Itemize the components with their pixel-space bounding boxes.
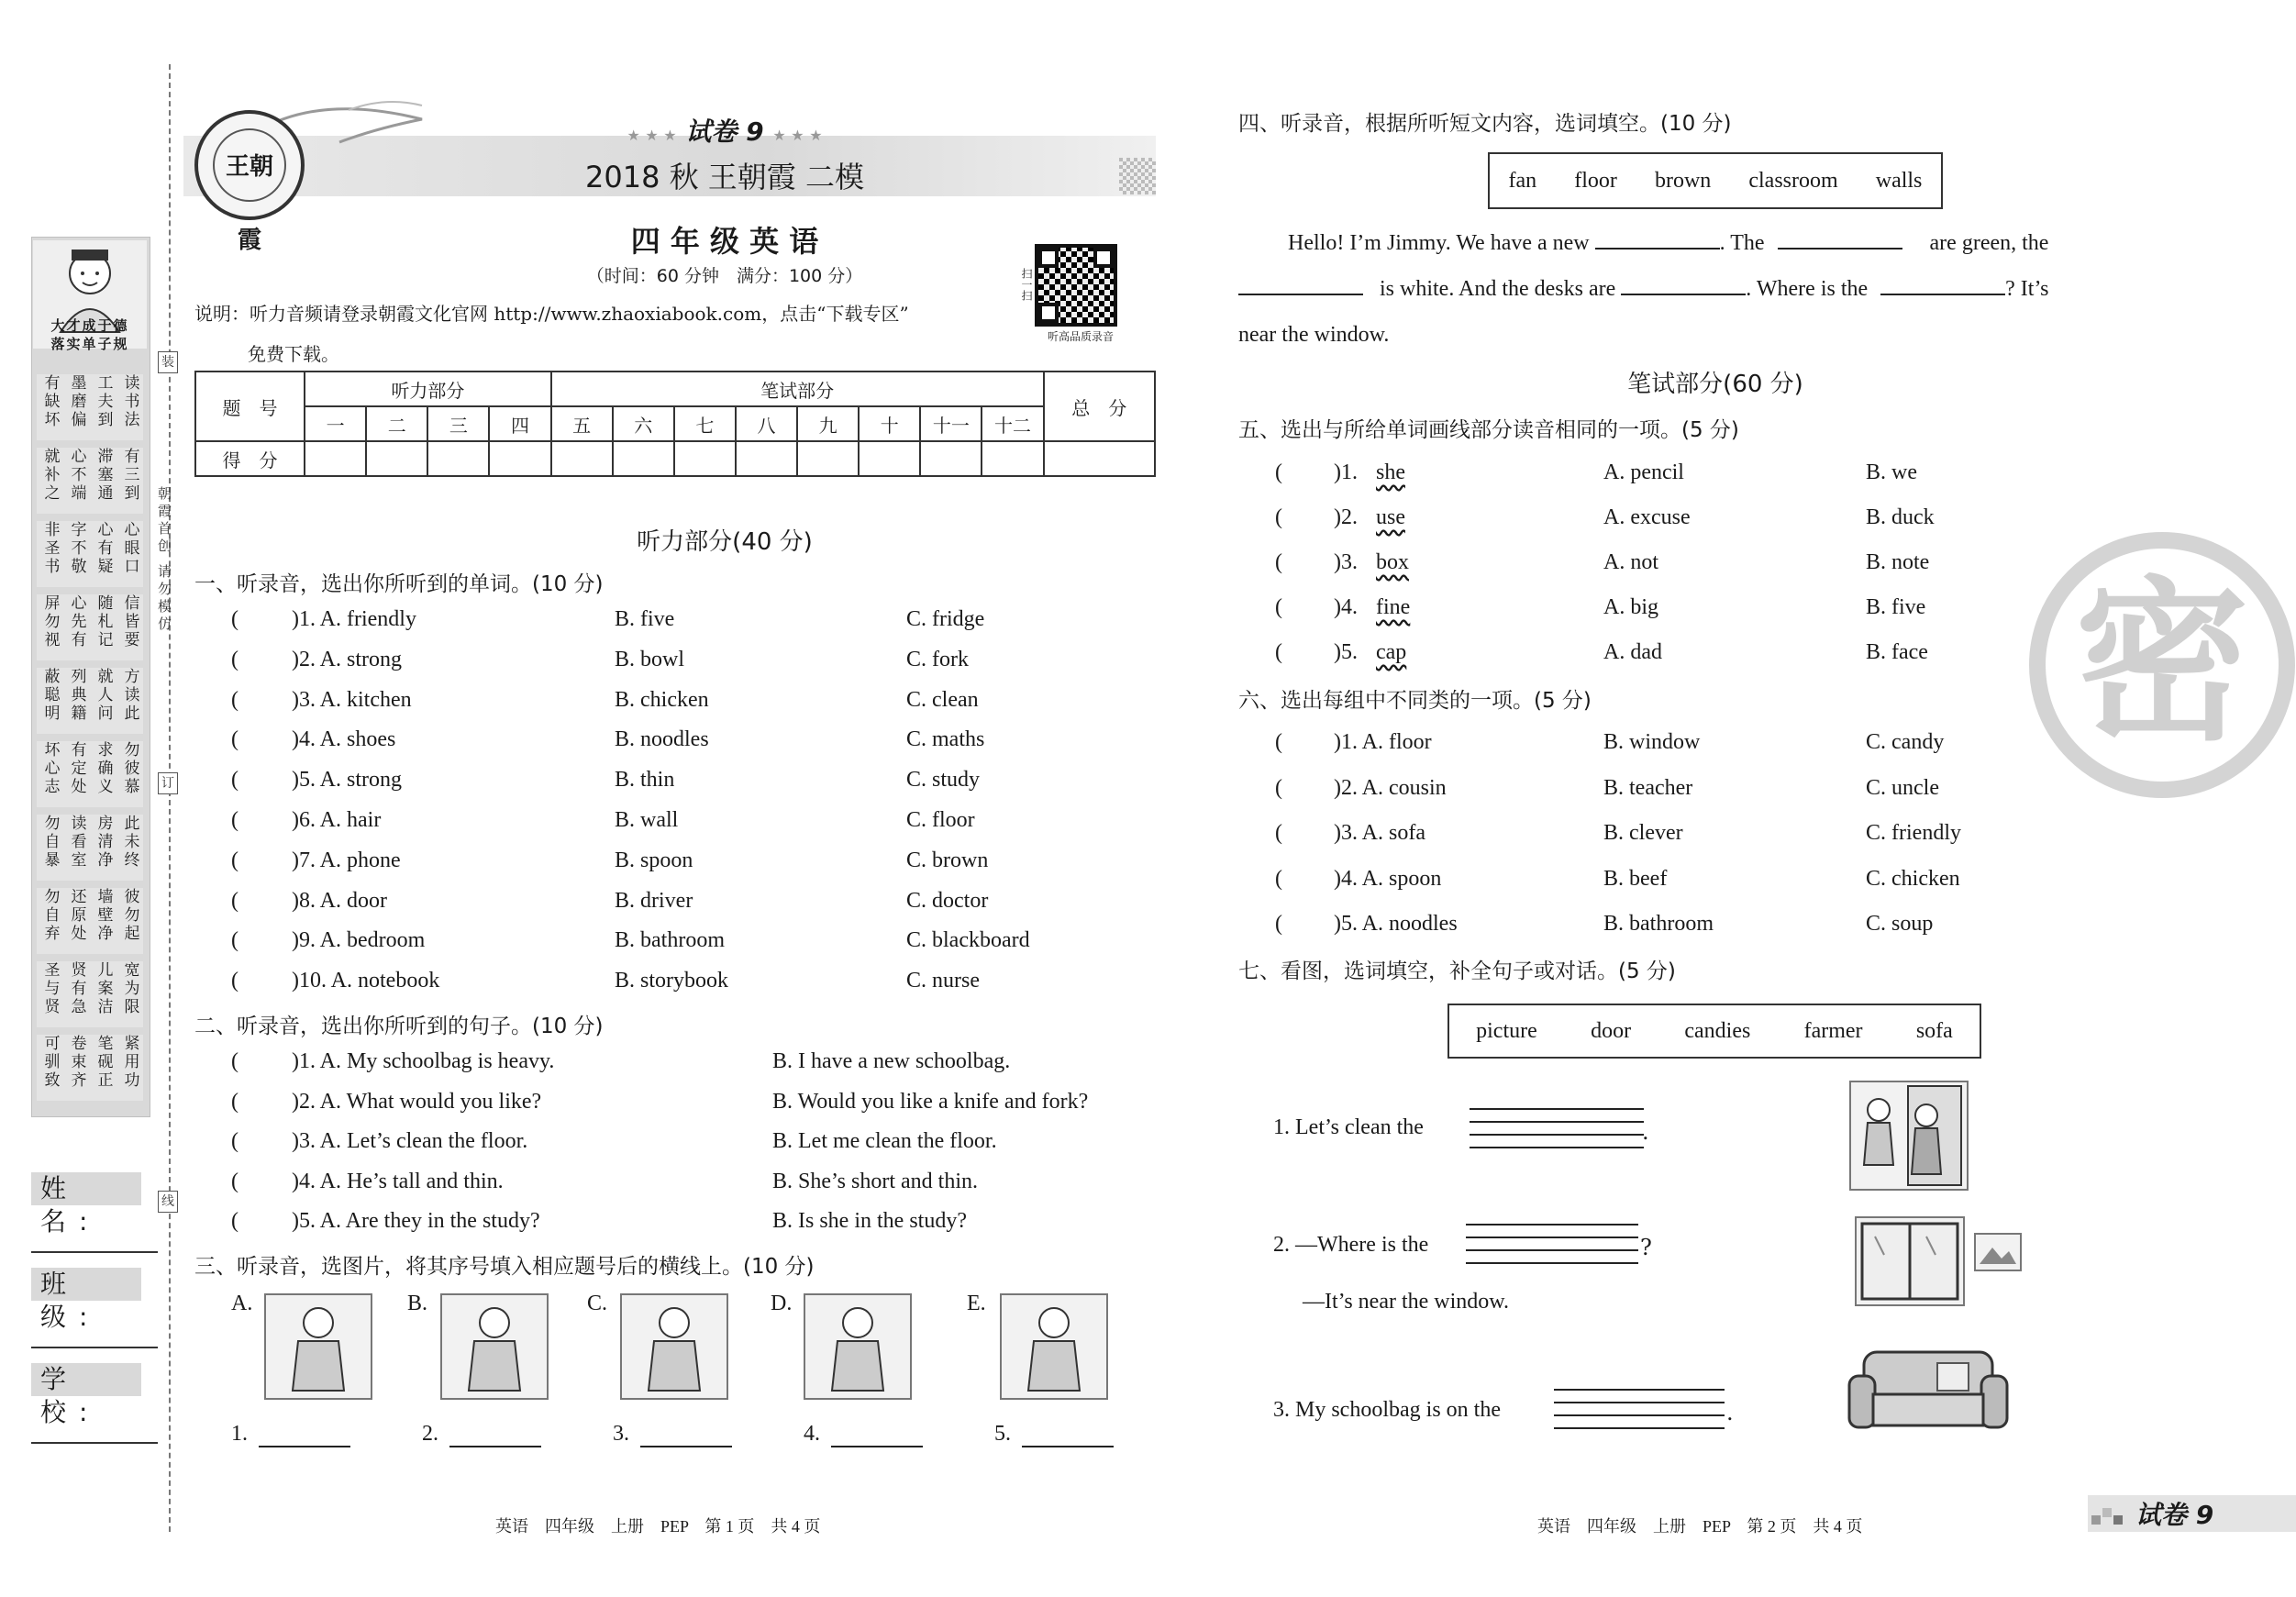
section4-title: 四、听录音，根据所听短文内容，选词填空。(10 分) [1238, 112, 1732, 136]
choice-b: B. noodles [615, 727, 709, 752]
answer-blank[interactable] [1238, 294, 1363, 295]
poem-column: 列典籍 [67, 668, 86, 723]
answer-blank[interactable] [1621, 294, 1746, 295]
section1-title: 一、听录音，选出你所听到的单词。(10 分) [194, 572, 604, 596]
answer-blank[interactable] [1022, 1446, 1114, 1447]
poem-column: 有缺坏 [40, 374, 60, 429]
answer-paren[interactable]: ( [231, 1209, 238, 1234]
choice-a: )1. A. friendly [292, 607, 416, 631]
answer-paren[interactable]: ( [231, 1169, 238, 1193]
picture-letter: D. [771, 1292, 793, 1315]
picture-letter: E. [967, 1292, 986, 1315]
poem-column: 勿彼慕 [120, 741, 139, 796]
item-number: )5. [1334, 640, 1358, 664]
target-word: cap [1376, 640, 1407, 664]
exam-title: 2018 秋 王朝霞 二模 [585, 160, 864, 194]
score-col-header: 十二 [982, 406, 1043, 441]
listening-part-title: 听力部分(40 分) [637, 528, 813, 556]
choice-a: )6. A. hair [292, 808, 382, 832]
answer-paren[interactable]: ( [231, 647, 238, 671]
choice-a: )3. A. sofa [1334, 821, 1425, 845]
sentence-b: B. She’s short and thin. [772, 1169, 979, 1193]
choice-a: A. pencil [1603, 460, 1684, 484]
publisher-logo-text: 王朝霞 [213, 128, 286, 202]
choice-a: )9. A. bedroom [292, 928, 426, 953]
poem-column: 墨磨偏 [67, 374, 86, 429]
choice-a: )4. A. shoes [292, 727, 396, 752]
blank-number: 2. [422, 1422, 438, 1446]
answer-paren[interactable]: ( [1275, 821, 1282, 845]
poem-column: 有定处 [67, 741, 86, 796]
choice-c: C. study [906, 768, 981, 793]
word-option: classroom [1748, 168, 1838, 193]
poem-column: 彼勿起 [120, 888, 139, 943]
score-table-written: 笔试部分 [551, 372, 1044, 406]
sidebar-poem [37, 594, 143, 660]
qr-label-scan: 扫一扫 [1020, 268, 1033, 301]
signature-line[interactable] [31, 1251, 158, 1253]
answer-paren[interactable]: ( [1275, 640, 1282, 664]
written-part-title: 笔试部分(60 分) [1627, 371, 1803, 398]
choice-a: A. big [1603, 595, 1658, 619]
choice-b: B. window [1603, 730, 1701, 754]
choice-b: B. five [615, 607, 675, 631]
picture-letter: B. [407, 1292, 428, 1315]
choice-b: B. teacher [1603, 775, 1693, 800]
choice-b: B. bowl [615, 647, 685, 671]
sidebar-poem [37, 888, 143, 954]
poem-column: 心不端 [67, 448, 86, 503]
section3-title: 三、听录音，选图片，将其序号填入相应题号后的横线上。(10 分) [194, 1255, 815, 1279]
choice-a: A. not [1603, 550, 1658, 574]
choice-c: C. blackboard [906, 928, 1030, 953]
choice-a: )7. A. phone [292, 848, 401, 872]
vertical-mark-zhuang: 装 [158, 351, 174, 373]
score-cell[interactable] [982, 441, 1043, 476]
choice-a: )5. A. strong [292, 768, 402, 793]
teacher-woman-icon [1000, 1293, 1108, 1400]
footer-right: 英语 四年级 上册 PEP 第 2 页 共 4 页 [1537, 1517, 1863, 1536]
passage-text: Hello! I’m Jimmy. We have a new [1288, 231, 1590, 255]
answer-paren[interactable]: ( [1275, 730, 1282, 754]
poem-column: 心先有 [67, 594, 86, 649]
binding-dashed-line [169, 64, 171, 1532]
poem-column: 贤有急 [67, 961, 86, 1016]
sec7-q2-reply: —It’s near the window. [1303, 1290, 1510, 1314]
choice-c: C. uncle [1866, 775, 1939, 800]
picture-letter: A. [231, 1292, 253, 1315]
bag-and-computer-icon [804, 1293, 912, 1400]
sidebar-poem [37, 668, 143, 734]
choice-c: C. fridge [906, 607, 985, 631]
signature-label: 姓 名: [31, 1172, 141, 1205]
score-table-row1-label: 题 号 [195, 372, 305, 441]
passage-text: is white. And the desks are [1380, 277, 1616, 301]
sec7-q2-text: 2. —Where is the [1273, 1233, 1429, 1257]
sentence-a: )3. A. Let’s clean the floor. [292, 1129, 528, 1154]
section2-title: 二、听录音，选出你所听到的句子。(10 分) [194, 1015, 604, 1038]
vertical-mark-xian: 线 [158, 1191, 174, 1213]
sec7-q3-blank[interactable] [1554, 1381, 1725, 1429]
answer-paren[interactable]: ( [1275, 550, 1282, 574]
poem-column: 卷束齐 [67, 1035, 86, 1090]
passage-text: . The [1719, 231, 1765, 255]
choice-b: B. we [1866, 460, 1917, 484]
confidential-watermark: 密 [2029, 532, 2295, 798]
word-option: door [1591, 1018, 1632, 1043]
answer-paren[interactable]: ( [231, 808, 238, 832]
poem-column: 屏勿视 [40, 594, 60, 649]
sentence-b: B. I have a new schoolbag. [772, 1049, 1011, 1073]
sentence-b: B. Would you like a knife and fork? [772, 1089, 1089, 1114]
score-table [194, 371, 1156, 477]
choice-b: B. wall [615, 808, 679, 832]
score-col-header: 九 [797, 406, 859, 441]
passage-text: are green, the [1929, 231, 2049, 255]
poem-column: 还原处 [67, 888, 86, 943]
wall-picture-icon [1974, 1233, 2022, 1271]
sec7-q1-text: 1. Let’s clean the [1273, 1115, 1424, 1139]
poem-column: 勿自暴 [40, 815, 60, 870]
score-col-header: 五 [551, 406, 613, 441]
choice-a: )2. A. cousin [1334, 775, 1447, 800]
score-col-header: 一 [305, 406, 366, 441]
window-icon [1855, 1216, 1965, 1306]
sentence-a: )4. A. He’s tall and thin. [292, 1169, 504, 1193]
choice-c: C. nurse [906, 969, 980, 993]
poem-column: 方读此 [120, 668, 139, 723]
item-number: )1. [1334, 460, 1358, 484]
poem-column: 圣与贤 [40, 961, 60, 1016]
sentence-a: )2. A. What would you like? [292, 1089, 542, 1114]
poem-column: 字不敬 [67, 521, 86, 576]
answer-paren[interactable]: ( [231, 1129, 238, 1154]
score-col-header: 四 [489, 406, 550, 441]
answer-paren[interactable]: ( [231, 848, 238, 872]
choice-c: C. brown [906, 848, 989, 872]
passage-text: ? It’s [2005, 277, 2049, 301]
score-cell[interactable] [305, 441, 366, 476]
score-table-listening: 听力部分 [305, 372, 551, 406]
choice-b: B. spoon [615, 848, 693, 872]
choice-c: C. candy [1866, 730, 1945, 754]
choice-b: B. bathroom [1603, 912, 1714, 936]
score-table-row2-label: 得 分 [195, 441, 305, 476]
section7-word-box [1447, 1004, 1981, 1059]
choice-b: B. clever [1603, 821, 1683, 845]
choice-a: A. excuse [1603, 505, 1691, 529]
sec7-q2-blank[interactable] [1466, 1216, 1638, 1264]
word-option: farmer [1803, 1018, 1863, 1043]
poem-column: 就补之 [40, 448, 60, 503]
choice-b: B. driver [615, 888, 693, 913]
word-option: picture [1476, 1018, 1537, 1043]
sentence-b: B. Is she in the study? [772, 1209, 967, 1234]
passage-line-3: near the window. [1238, 323, 1390, 347]
passage-text: . Where is the [1746, 277, 1869, 301]
answer-paren[interactable]: ( [231, 1089, 238, 1114]
choice-a: A. dad [1603, 640, 1662, 664]
sec7-q3-period: . [1726, 1400, 1734, 1425]
word-option: floor [1574, 168, 1617, 193]
score-cell[interactable] [366, 441, 427, 476]
poem-column: 勿自弃 [40, 888, 60, 943]
blank-number: 1. [231, 1422, 248, 1446]
target-word: she [1376, 460, 1405, 484]
subject-title: 四 年 级 英 语 [630, 224, 819, 259]
choice-c: C. fork [906, 647, 969, 671]
answer-blank[interactable] [449, 1446, 541, 1447]
answer-paren[interactable]: ( [231, 888, 238, 913]
score-col-header: 八 [736, 406, 797, 441]
poem-column: 宽为限 [120, 961, 139, 1016]
section7-title: 七、看图，选词填空，补全句子或对话。(5 分) [1238, 959, 1676, 983]
sentence-b: B. Let me clean the floor. [772, 1129, 997, 1154]
choice-c: C. friendly [1866, 821, 1961, 845]
poem-column: 坏心志 [40, 741, 60, 796]
paper-number: ★ ★ ★ 试卷 9 ★ ★ ★ [627, 116, 823, 147]
target-word: use [1376, 505, 1405, 529]
score-cell[interactable] [613, 441, 674, 476]
choice-b: B. five [1866, 595, 1926, 619]
blank-number: 5. [994, 1422, 1011, 1446]
poem-column: 心眼口 [120, 521, 139, 576]
choice-b: B. chicken [615, 687, 709, 712]
kids-at-door-icon [1849, 1081, 1969, 1191]
choice-b: B. thin [615, 768, 675, 793]
sidebar-poem [37, 741, 143, 807]
vertical-note-copyright: 朝霞首创 请勿模仿 [156, 485, 172, 634]
sidebar-poem [37, 521, 143, 587]
sidebar-poem [37, 448, 143, 514]
qr-label-audio: 听高品质录音 [1047, 330, 1114, 343]
footer-paper-tag: 试卷 9 [2135, 1500, 2214, 1530]
instructions-note-2: 免费下载。 [248, 343, 339, 365]
poem-column: 有三到 [120, 448, 139, 503]
score-cell[interactable] [859, 441, 920, 476]
section6-title: 六、选出每组中不同类的一项。(5 分) [1238, 689, 1592, 713]
choice-a: )4. A. spoon [1334, 866, 1442, 891]
answer-paren[interactable]: ( [231, 607, 238, 631]
poem-column: 心有疑 [94, 521, 113, 576]
blank-number: 3. [613, 1422, 629, 1446]
poem-column: 就人问 [94, 668, 113, 723]
vertical-mark-ding: 订 [158, 772, 174, 794]
score-cell[interactable] [551, 441, 613, 476]
sofa-icon [1846, 1345, 2011, 1438]
answer-paren[interactable]: ( [231, 687, 238, 712]
score-col-header: 十一 [920, 406, 982, 441]
poem-column: 读书法 [120, 374, 139, 429]
answer-paren[interactable]: ( [231, 969, 238, 993]
answer-blank[interactable] [640, 1446, 732, 1447]
answer-paren[interactable]: ( [1275, 912, 1282, 936]
boy-at-desk-icon [620, 1293, 728, 1400]
item-number: )3. [1334, 550, 1358, 574]
item-number: )4. [1334, 595, 1358, 619]
score-col-header: 六 [613, 406, 674, 441]
time-info: （时间：60 分钟 满分：100 分） [586, 266, 863, 286]
sentence-a: )1. A. My schoolbag is heavy. [292, 1049, 555, 1073]
answer-paren[interactable]: ( [231, 928, 238, 953]
choice-b: B. beef [1603, 866, 1668, 891]
answer-blank[interactable] [1880, 294, 2005, 295]
score-table-total: 总 分 [1044, 372, 1155, 441]
answer-blank[interactable] [831, 1446, 923, 1447]
answer-paren[interactable]: ( [231, 1049, 238, 1073]
item-number: )2. [1334, 505, 1358, 529]
poem-column: 笔砚正 [94, 1035, 113, 1090]
score-col-header: 十 [859, 406, 920, 441]
sidebar-poem [37, 374, 143, 440]
answer-paren[interactable]: ( [1275, 866, 1282, 891]
sidebar-motto: 大才成于德 落实单子规 [50, 317, 129, 352]
poem-column: 滞塞通 [94, 448, 113, 503]
poem-column: 蔽聪明 [40, 668, 60, 723]
choice-c: C. doctor [906, 888, 989, 913]
choice-a: )2. A. strong [292, 647, 402, 671]
sec7-q3-text: 3. My schoolbag is on the [1273, 1398, 1501, 1422]
sec7-q1-period: . [1642, 1119, 1649, 1145]
poem-column: 读看室 [67, 815, 86, 870]
word-option: fan [1508, 168, 1537, 193]
answer-blank[interactable] [259, 1446, 350, 1447]
poem-column: 紧用功 [120, 1035, 139, 1090]
choice-a: )10. A. notebook [292, 969, 440, 993]
section4-word-box [1488, 152, 1943, 209]
target-word: fine [1376, 595, 1411, 619]
word-option: brown [1654, 168, 1712, 193]
score-cell[interactable] [427, 441, 489, 476]
answer-paren[interactable]: ( [1275, 460, 1282, 484]
answer-paren[interactable]: ( [1275, 595, 1282, 619]
choice-b: B. face [1866, 640, 1928, 664]
choice-c: C. clean [906, 687, 979, 712]
poem-column: 儿案洁 [94, 961, 113, 1016]
choice-a: )5. A. noodles [1334, 912, 1458, 936]
poem-column: 信皆要 [120, 594, 139, 649]
score-col-header: 三 [427, 406, 489, 441]
word-option: walls [1875, 168, 1923, 193]
sec7-q1-blank[interactable] [1470, 1101, 1644, 1148]
passage-line-2 [1238, 277, 2048, 302]
section5-title: 五、选出与所给单词画线部分读音相同的一项。(5 分) [1238, 418, 1739, 442]
passage-line-1 [1288, 231, 2048, 256]
signature-label: 学 校: [31, 1363, 141, 1396]
qr-finder-1 [1038, 248, 1059, 268]
word-option: candies [1684, 1018, 1751, 1043]
choice-c: C. chicken [1866, 866, 1960, 891]
score-cell[interactable] [674, 441, 736, 476]
score-col-header: 二 [366, 406, 427, 441]
footer-squares-icon [2091, 1504, 2132, 1526]
answer-paren[interactable]: ( [1275, 775, 1282, 800]
farmer-digging-icon [264, 1293, 372, 1400]
answer-blank[interactable] [1595, 248, 1720, 250]
choice-a: )1. A. floor [1334, 730, 1432, 754]
choice-c: C. floor [906, 808, 975, 832]
footer-left: 英语 四年级 上册 PEP 第 1 页 共 4 页 [495, 1517, 821, 1536]
instructions-note: 说明：听力音频请登录朝霞文化官网 http://www.zhaoxiabook.com，点击“下载专区” [194, 303, 909, 325]
poem-column: 可驯致 [40, 1035, 60, 1090]
qr-finder-2 [1093, 248, 1114, 268]
poem-column: 非圣书 [40, 521, 60, 576]
choice-b: B. storybook [615, 969, 729, 993]
score-total-cell[interactable] [1044, 441, 1155, 476]
signature-line[interactable] [31, 1347, 158, 1348]
poem-column: 墙壁净 [94, 888, 113, 943]
checker-decoration-icon [1119, 158, 1156, 194]
answer-paren[interactable]: ( [1275, 505, 1282, 529]
signature-line[interactable] [31, 1442, 158, 1444]
target-word: box [1376, 550, 1409, 574]
word-option: sofa [1915, 1018, 1953, 1043]
sidebar-poem [37, 961, 143, 1027]
choice-b: B. duck [1866, 505, 1935, 529]
poem-column: 随札记 [94, 594, 113, 649]
sec7-q2-qmark: ? [1640, 1235, 1652, 1260]
score-cell[interactable] [736, 441, 797, 476]
choice-b: B. bathroom [615, 928, 725, 953]
signature-label: 班 级: [31, 1268, 141, 1301]
score-cell[interactable] [489, 441, 550, 476]
blank-number: 4. [804, 1422, 820, 1446]
choice-a: )3. A. kitchen [292, 687, 412, 712]
poem-column: 求确义 [94, 741, 113, 796]
score-cell[interactable] [920, 441, 982, 476]
vegetables-icon [440, 1293, 549, 1400]
poem-column: 此未终 [120, 815, 139, 870]
choice-c: C. maths [906, 727, 985, 752]
picture-letter: C. [587, 1292, 608, 1315]
sidebar-poem [37, 815, 143, 881]
choice-c: C. soup [1866, 912, 1934, 936]
answer-paren[interactable]: ( [231, 727, 238, 752]
score-col-header: 七 [674, 406, 736, 441]
answer-paren[interactable]: ( [231, 768, 238, 793]
score-cell[interactable] [797, 441, 859, 476]
choice-b: B. note [1866, 550, 1930, 574]
choice-a: )8. A. door [292, 888, 387, 913]
answer-blank[interactable] [1778, 248, 1902, 250]
qr-finder-3 [1038, 303, 1059, 323]
poem-column: 工夫到 [94, 374, 113, 429]
sidebar-poem [37, 1035, 143, 1101]
sentence-a: )5. A. Are they in the study? [292, 1209, 540, 1234]
poem-column: 房清净 [94, 815, 113, 870]
